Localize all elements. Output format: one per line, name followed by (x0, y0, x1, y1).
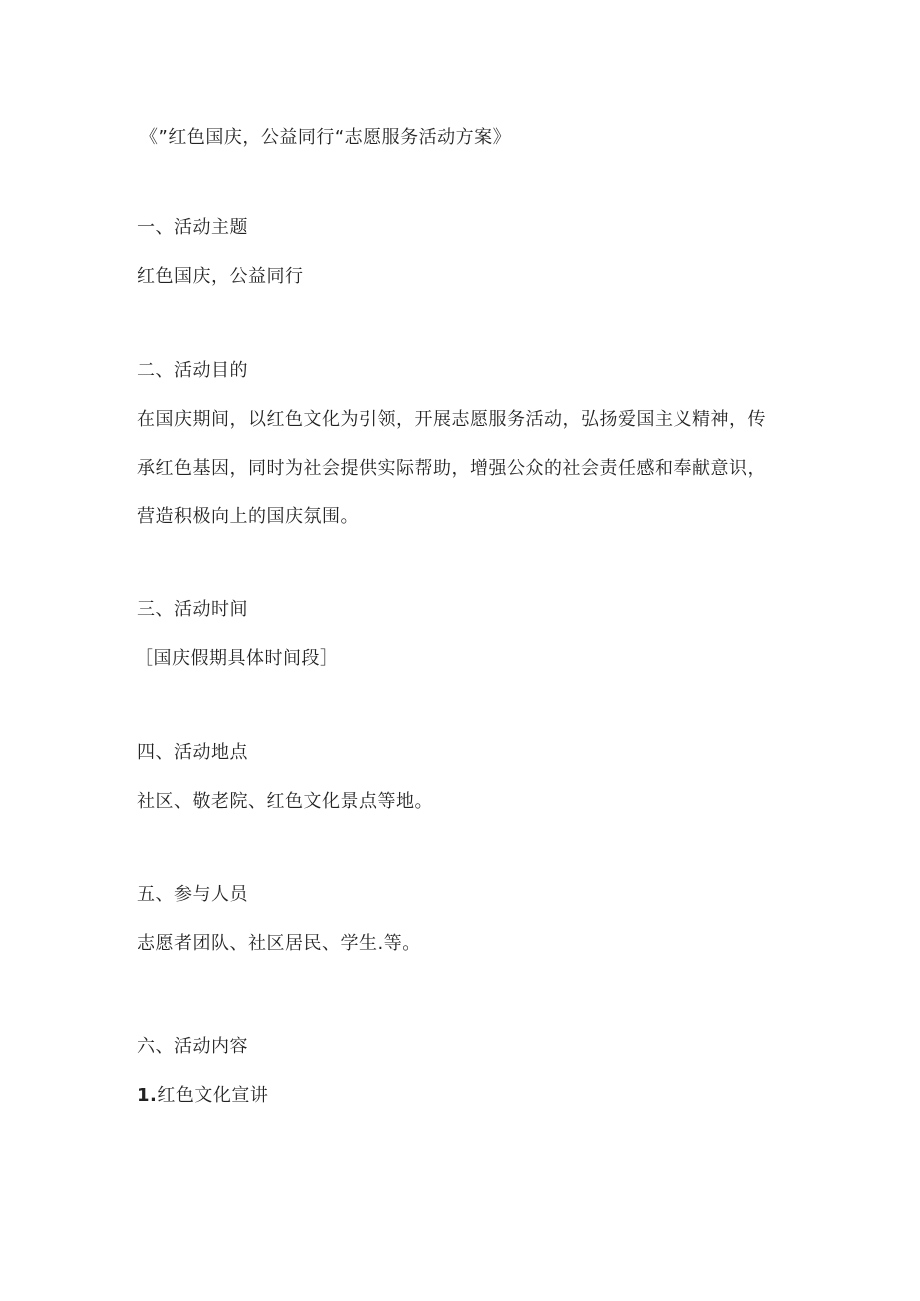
section-heading-time: 三、活动时间 (137, 599, 248, 620)
document-title: 《”红色国庆，公益同行“志愿服务活动方案》 (140, 127, 512, 148)
section-body-purpose-line-3: 营造积极向上的国庆氛围。 (137, 506, 359, 527)
subitem-red-culture-lecture (137, 1083, 268, 1109)
section-body-purpose-line-2: 承红色基因，同时为社会提供实际帮助，增强公众的社会责任感和奉献意识， (137, 458, 766, 479)
section-body-theme: 红色国庆，公益同行 (137, 266, 304, 287)
subitem-label: 红色文化宣讲 (157, 1085, 269, 1106)
subitem-number: 1. (137, 1085, 158, 1106)
section-body-participants: 志愿者团队、社区居民、学生.等。 (137, 933, 421, 954)
section-heading-location: 四、活动地点 (137, 742, 248, 763)
section-heading-participants: 五、参与人员 (137, 884, 248, 905)
section-body-purpose-line-1: 在国庆期间，以红色文化为引领，开展志愿服务活动，弘扬爱国主义精神，传 (137, 409, 766, 430)
section-heading-content: 六、活动内容 (137, 1036, 248, 1057)
section-body-time: ［国庆假期具体时间段］ (135, 648, 339, 669)
section-body-location: 社区、敬老院、红色文化景点等地。 (137, 791, 433, 812)
section-heading-theme: 一、活动主题 (137, 217, 248, 238)
section-heading-purpose: 二、活动目的 (137, 360, 248, 381)
